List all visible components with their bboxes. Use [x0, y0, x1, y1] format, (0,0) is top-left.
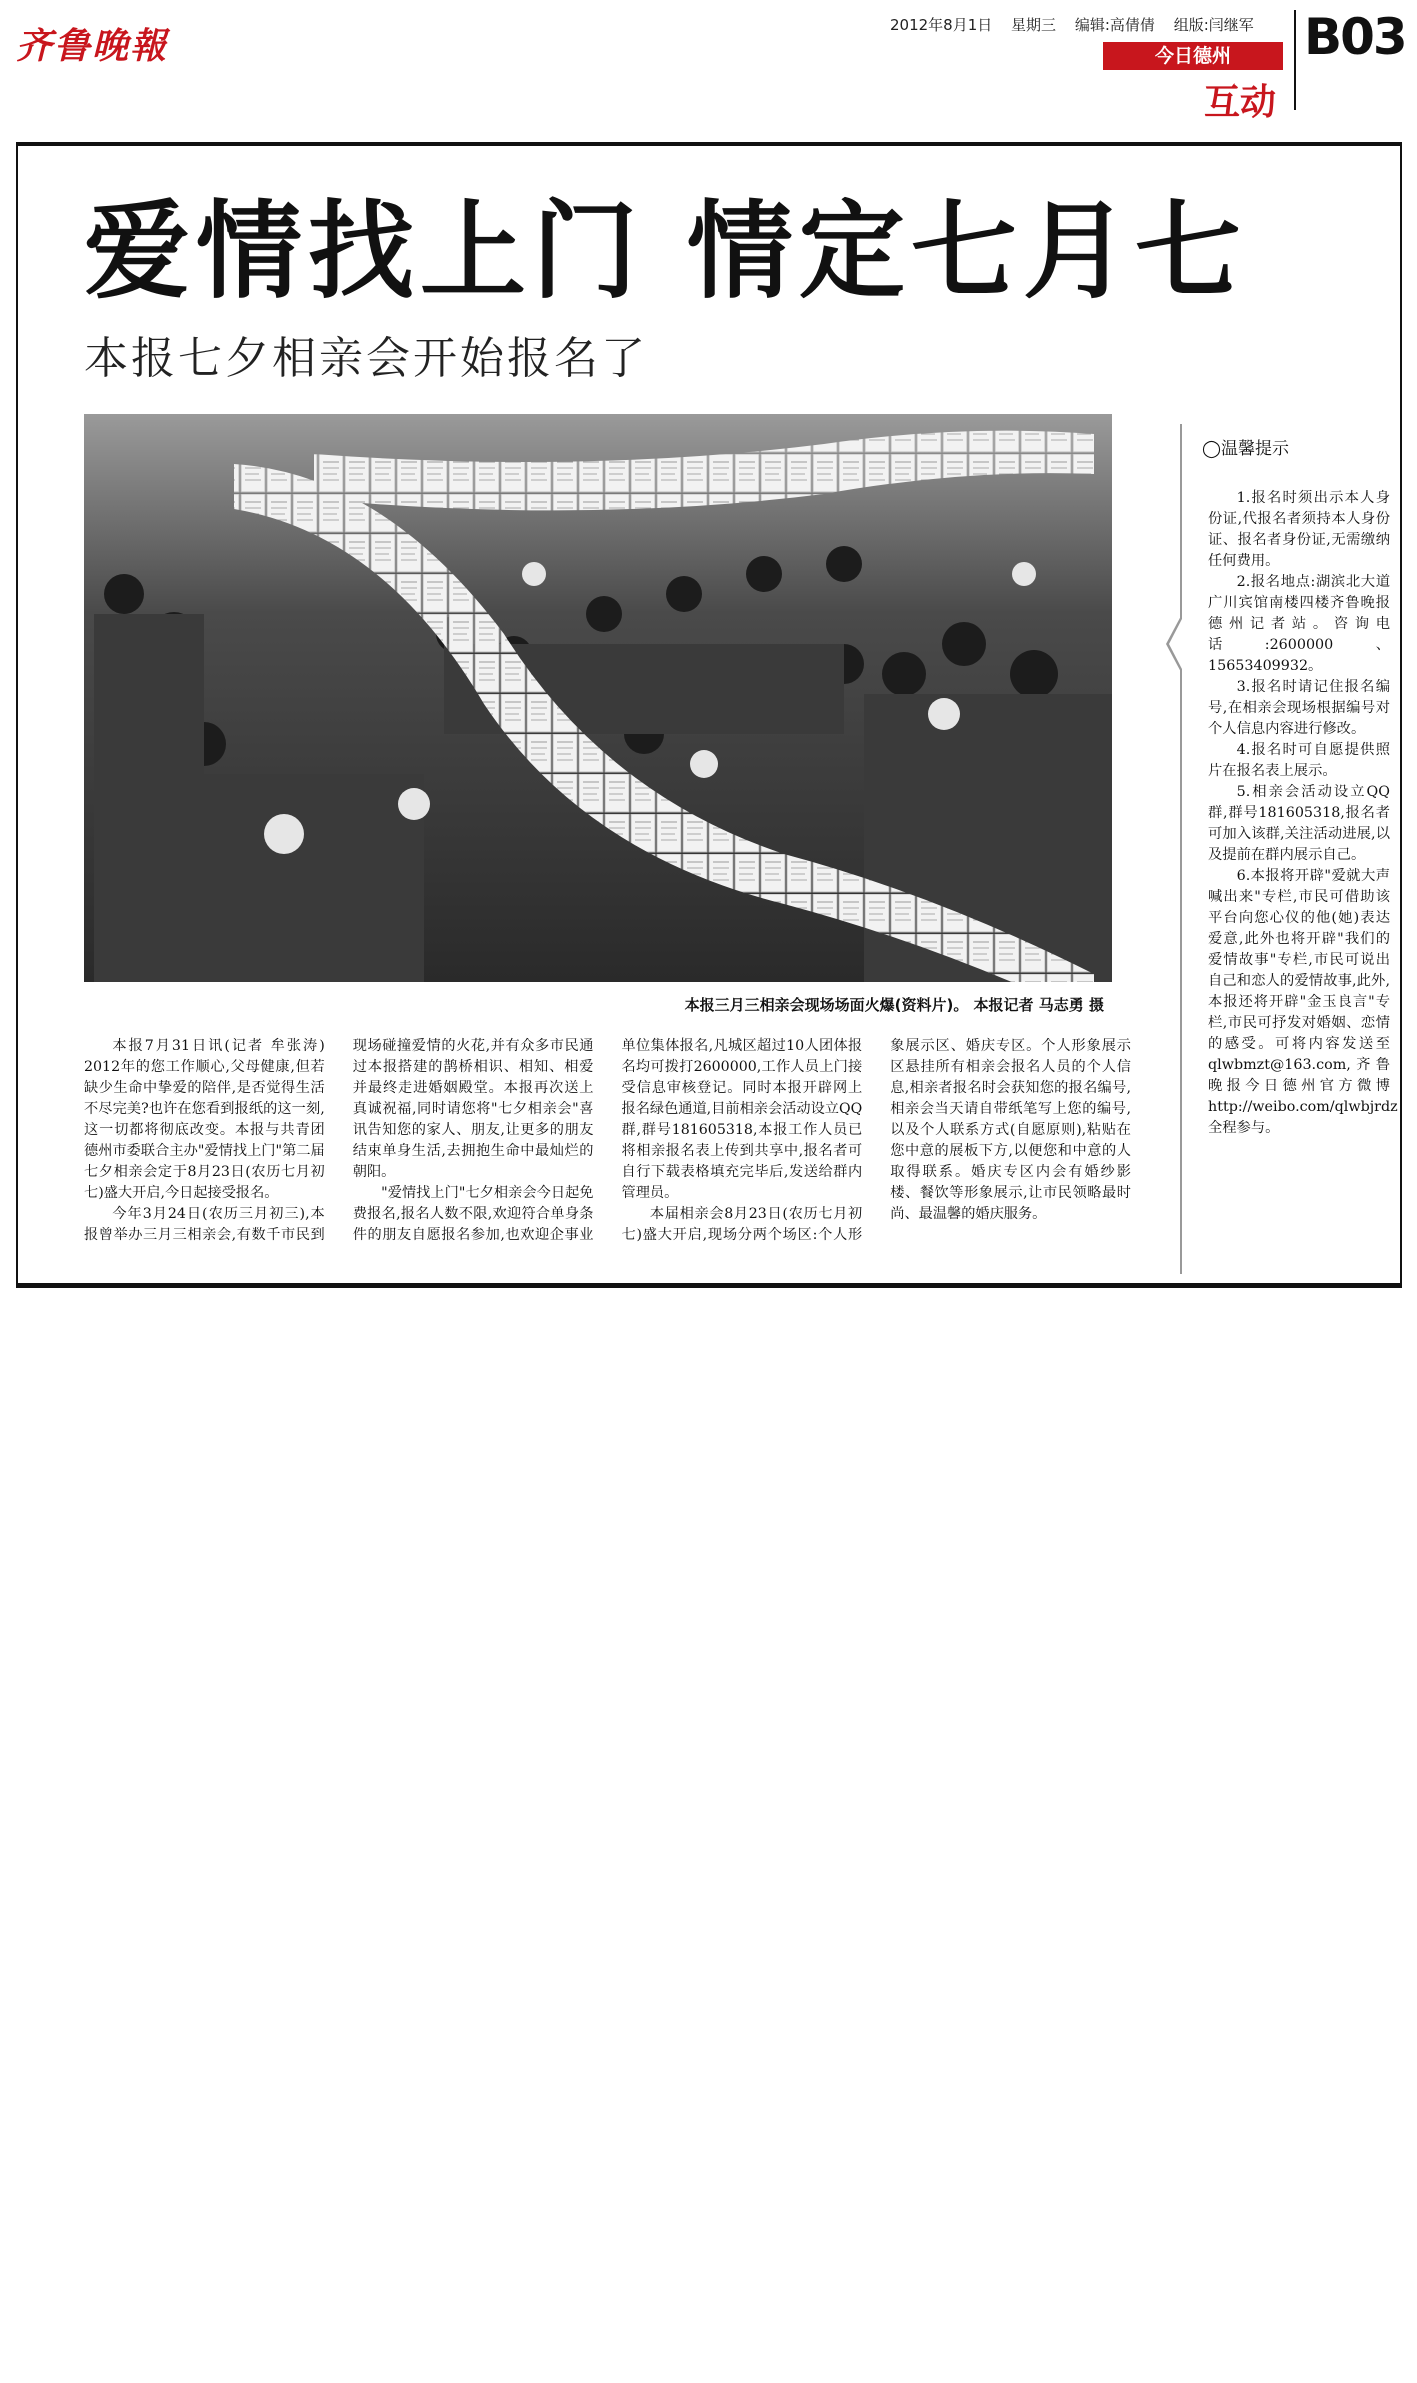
photo-caption: 本报三月三相亲会现场场面火爆(资料片)。 本报记者 马志勇 摄 — [684, 996, 1104, 1014]
tips-item: 6.本报将开辟"爱就大声喊出来"专栏,市民可借助该平台向您心仪的他(她)表达爱意,此外也将开辟"我们的爱情故事"专栏,市民可说出自己和恋人的爱情故事,此外,本报还将开辟"金玉良言"专栏,市民可抒发对婚姻、恋情的感受。可将内容发送至qlwbmzt@163.com,齐鲁晚报今日德州官方微博http://weibo.com/qlwbjrdz全程参与。 — [1208, 868, 1398, 1136]
frame-bottom-rule — [16, 1283, 1402, 1288]
header-divider — [1294, 10, 1296, 110]
sidebar-notch-inner — [1169, 617, 1183, 671]
crowd-photo-illustration — [84, 414, 1112, 982]
article-headline: 爱情找上门 情定七月七 — [84, 190, 1247, 313]
issue-weekday: 星期三 — [1011, 16, 1057, 34]
frame-left-rule — [16, 142, 18, 1287]
section-tag: 今日德州 — [1103, 42, 1283, 70]
issue-date: 2012年8月1日 — [890, 16, 993, 34]
article-paragraph: 今年3月24日(农历三月初三),本报曾举办三月三相亲会,有数千市民到现场碰撞爱情的火花,并有众多市民通过本报搭建的鹊桥相识、相知、相爱并最终走进婚姻殿堂。本报再次送上真诚祝福,同时请您将"七夕相亲会"喜讯告知您的家人、朋友,让更多的朋友结束单身生活,去拥抱生命中最灿烂的朝阳。 — [84, 1038, 594, 1243]
article-body — [84, 1036, 1131, 1272]
page-number: B03 — [1304, 8, 1406, 66]
frame-right-rule — [1400, 142, 1402, 1287]
tips-item: 2.报名地点:湖滨北大道广川宾馆南楼四楼齐鲁晚报德州记者站。咨询电话:2600000、15653409932。 — [1208, 574, 1390, 674]
tips-item: 3.报名时请记住报名编号,在相亲会现场根据编号对个人信息内容进行修改。 — [1208, 679, 1390, 737]
section-name: 互动 — [1203, 82, 1276, 123]
header-meta — [890, 14, 1290, 35]
tips-sidebar — [1180, 424, 1398, 1274]
tips-list — [1208, 488, 1398, 1139]
designer-credit: 组版:闫继军 — [1173, 16, 1254, 34]
article-paragraph: "爱情找上门"七夕相亲会今日起免费报名,报名人数不限,欢迎符合单身条件的朋友自愿报名参加,也欢迎企事业单位集体报名,凡城区超过10人团体报名均可拨打2600000,工作人员上门接受信息审核登记。同时本报开辟网上报名绿色通道,目前相亲会活动设立QQ群,群号181605318,本报工作人员已将相亲报名表上传到共享中,报名者可自行下载表格填充完毕后,发送给群内管理员。 — [352, 1038, 863, 1243]
tips-item: 4.报名时可自愿提供照片在报名表上展示。 — [1208, 742, 1390, 779]
frame-top-rule — [16, 142, 1402, 146]
tips-item: 1.报名时须出示本人身份证,代报名者须持本人身份证、报名者身份证,无需缴纳任何费用。 — [1208, 490, 1390, 569]
news-photo-crowd — [84, 414, 1112, 982]
editor-credit: 编辑:高倩倩 — [1074, 16, 1155, 34]
article-subheadline: 本报七夕相亲会开始报名了 — [84, 333, 648, 384]
article-paragraph: 本届相亲会8月23日(农历七月初七)盛大开启,现场分两个场区:个人形象展示区、婚庆专区。个人形象展示区悬挂所有相亲会报名人员的个人信息,相亲者报名时会获知您的报名编号,相亲会当天请自带纸笔写上您的编号,以及个人联系方式(自愿原则),粘贴在您中意的展板下方,以便您和中意的人取得联系。婚庆专区内会有婚纱影楼、餐饮等形象展示,让市民领略最时尚、最温馨的婚庆服务。 — [621, 1038, 1131, 1243]
article-paragraph: 本报7月31日讯(记者 牟张涛) 2012年的您工作顺心,父母健康,但若缺少生命中挚爱的陪伴,是否觉得生活不尽完美?也许在您看到报纸的这一刻,这一切都将彻底改变。本报与共青团德州市委联合主办"爱情找上门"第二届七夕相亲会定于8月23日(农历七月初七)盛大开启,今日起接受报名。 — [84, 1038, 325, 1201]
tips-title: ◯温馨提示 — [1202, 439, 1290, 459]
newspaper-logo: 齐鲁晚報 — [16, 25, 169, 67]
tips-item: 5.相亲会活动设立QQ群,群号181605318,报名者可加入该群,关注活动进展,以及提前在群内展示自己。 — [1208, 784, 1390, 863]
